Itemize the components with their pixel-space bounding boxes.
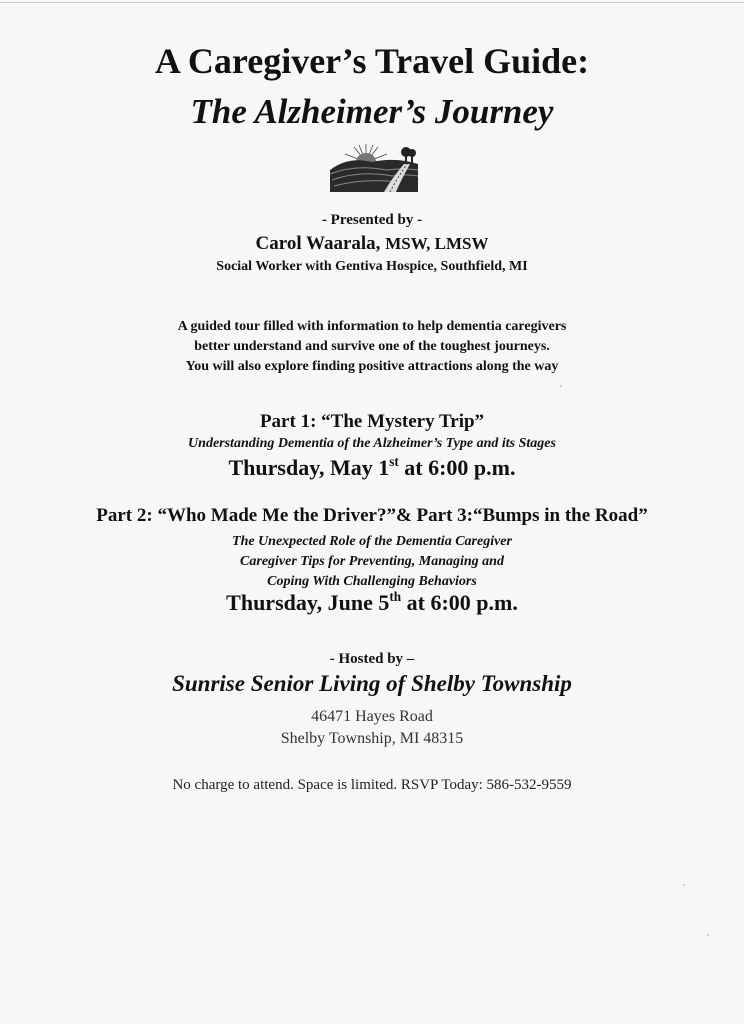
part1-title: Part 1: “The Mystery Trip” [259,411,485,432]
address-line-2: Shelby Township, MI 48315 [280,730,464,747]
host-address [0,706,744,750]
presenter-credentials: MSW, LMSW [385,234,489,253]
rsvp-footer: No charge to attend. Space is limited. RSVP Today: 586-532-9559 [172,777,572,793]
title-line-1: A Caregiver’s Travel Guide: [154,41,590,81]
host-name: Sunrise Senior Living of Shelby Township [172,671,572,696]
description-line: A guided tour filled with information to help dementia caregivers [177,319,567,334]
road-landscape-icon [326,140,420,194]
part1-date-suffix-ordinal: st [389,454,399,469]
presenter-name-line [0,233,744,255]
hosted-by-label: - Hosted by – [329,651,415,667]
part2-date-suffix-ordinal: th [389,589,402,604]
part2-subtitle-line: The Unexpected Role of the Dementia Caregiver [232,534,512,549]
description [0,317,744,377]
part2-date-prefix: Thursday, June 5 [226,590,390,615]
presented-by-label: - Presented by - [321,212,423,228]
title-line-2: The Alzheimer’s Journey [190,92,554,131]
part1-date-prefix: Thursday, May 1 [228,455,390,480]
part1-subtitle: Understanding Dementia of the Alzheimer’s Type and its Stages [188,436,556,451]
part2-subtitle [0,532,744,592]
part2-date-time: at 6:00 p.m. [401,590,518,615]
description-line: You will also explore finding positive attractions along the way [185,359,559,374]
description-line: better understand and survive one of the toughest journeys. [194,339,550,354]
scan-speck [707,934,709,936]
scan-speck [560,385,562,387]
part2-subtitle-line: Coping With Challenging Behaviors [267,574,477,589]
part1-date [0,455,744,481]
part2-title: Part 2: “Who Made Me the Driver?”& Part 3:“Bumps in the Road” [96,505,648,526]
part2-subtitle-line: Caregiver Tips for Preventing, Managing and [240,554,504,569]
part1-date-time: at 6:00 p.m. [398,455,516,480]
presenter-name: Carol Waarala, [255,233,381,254]
scan-speck [683,884,685,886]
part2-date [0,590,744,616]
presenter-affiliation: Social Worker with Gentiva Hospice, Southfield, MI [216,259,528,274]
address-line-1: 46471 Hayes Road [311,708,433,725]
